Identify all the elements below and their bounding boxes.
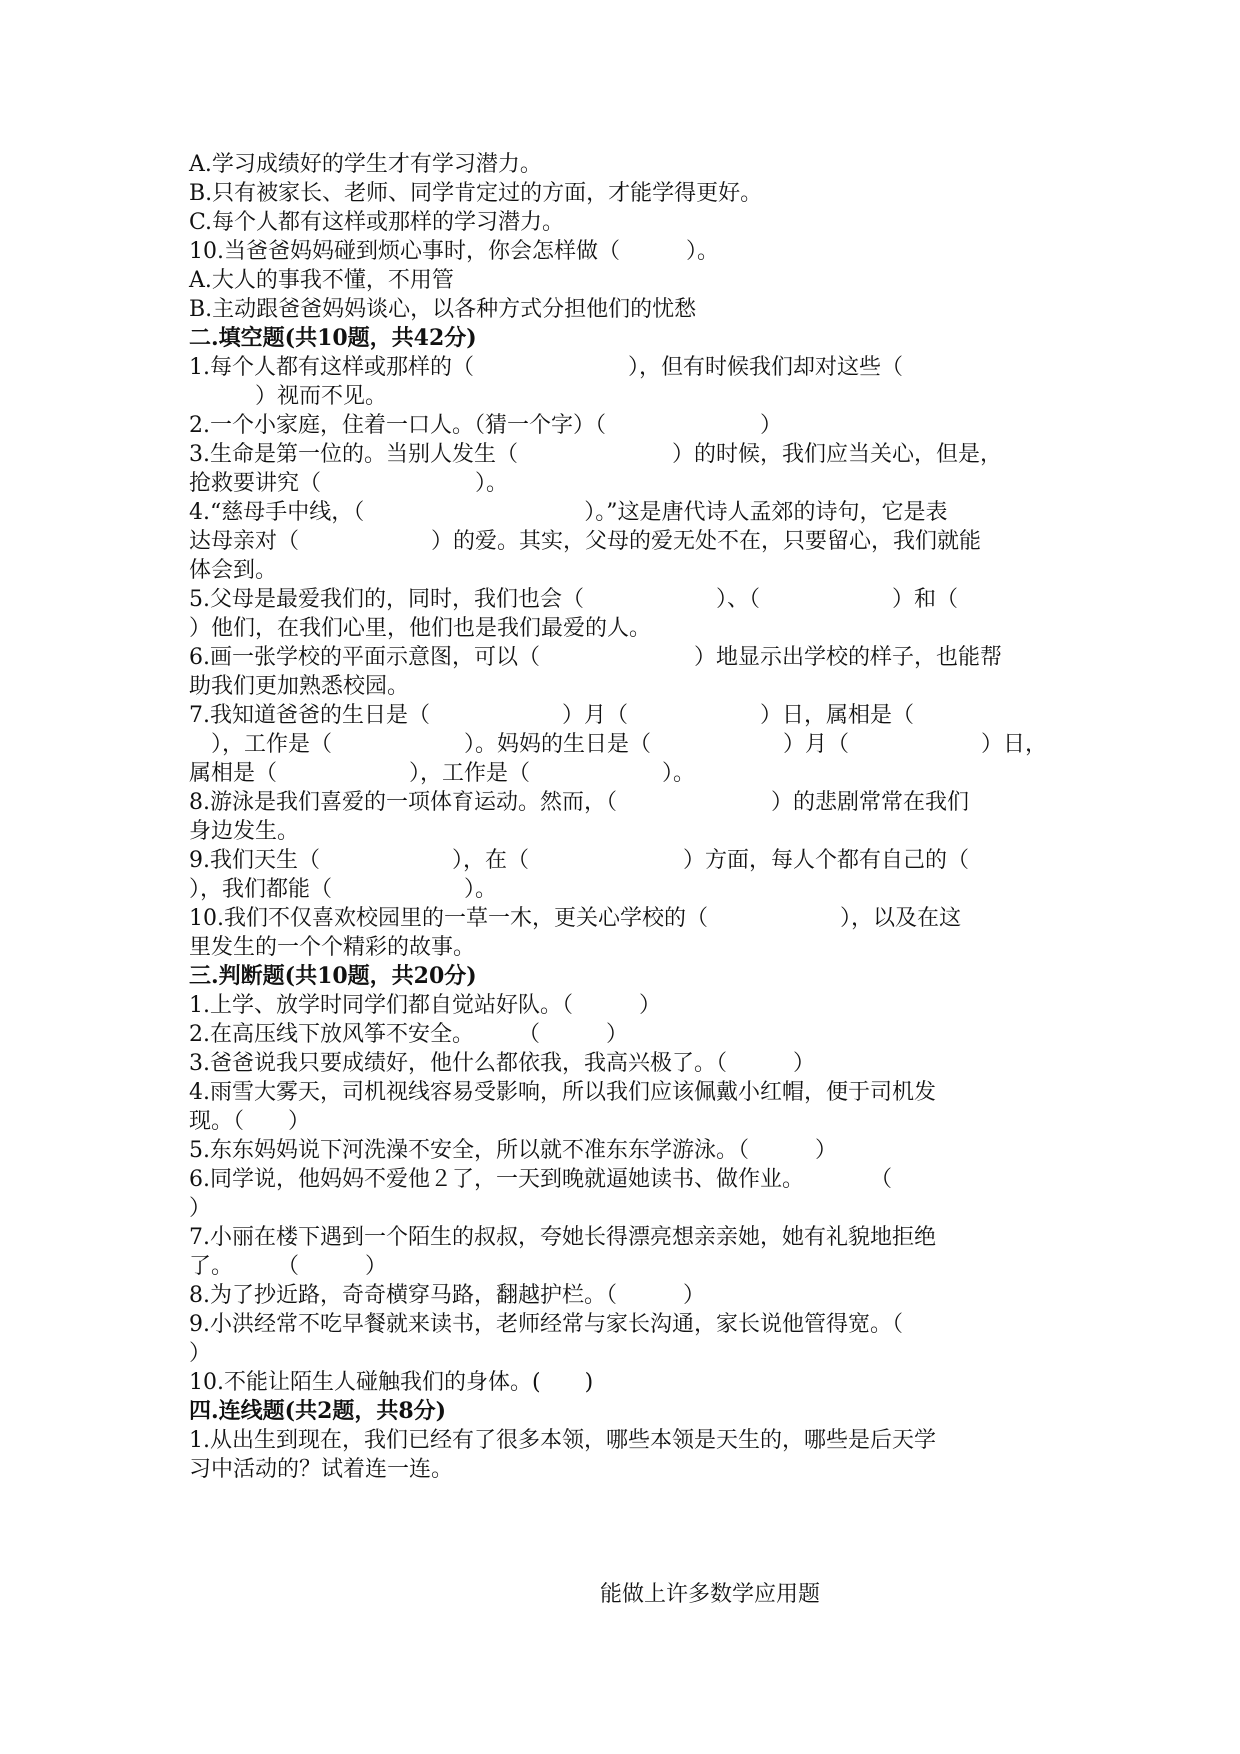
question-line: ） — [189, 1196, 212, 1221]
question-line: 6.同学说，他妈妈不爱他２了，一天到晚就逼她读书、做作业。 （ — [189, 1167, 892, 1192]
option-line: B.主动跟爸爸妈妈谈心，以各种方式分担他们的忧愁 — [189, 297, 697, 322]
question-line: 6.画一张学校的平面示意图，可以（ ）地显示出学校的样子，也能帮 — [189, 645, 1002, 670]
question-line: 5.父母是最爱我们的，同时，我们也会（ ）、（ ）和（ — [189, 587, 958, 612]
question-line: ） — [189, 1341, 212, 1366]
question-line: 9.小洪经常不吃早餐就来读书，老师经常与家长沟通，家长说他管得宽。（ — [189, 1312, 903, 1337]
question-line: 8.为了抄近路，奇奇横穿马路，翻越护栏。（ ） — [189, 1283, 705, 1308]
question-line: 了。 （ ） — [189, 1254, 388, 1279]
question-line: ），工作是（ ）。妈妈的生日是（ ）月（ ）日， — [189, 732, 1048, 757]
question-line: 达母亲对（ ）的爱。其实，父母的爱无处不在，只要留心，我们就能 — [189, 529, 982, 554]
question-line: 4.雨雪大雾天，司机视线容易受影响，所以我们应该佩戴小红帽，便于司机发 — [189, 1080, 936, 1105]
question-line: 属相是（ ），工作是（ ）。 — [189, 761, 696, 786]
question-line: 习中活动的？试着连一连。 — [189, 1457, 454, 1482]
question-line: 身边发生。 — [189, 819, 300, 844]
matching-item: 能做上许多数学应用题 — [600, 1582, 821, 1607]
option-line: B.只有被家长、老师、同学肯定过的方面，才能学得更好。 — [189, 181, 763, 206]
option-line: A.大人的事我不懂，不用管 — [189, 268, 454, 293]
section-matching — [189, 1397, 1069, 1484]
question-line: 9.我们天生（ ），在（ ）方面，每人个都有自己的（ — [189, 848, 969, 873]
question-line: 3.生命是第一位的。当别人发生（ ）的时候，我们应当关心，但是， — [189, 442, 1002, 467]
question-line: 里发生的一个个精彩的故事。 — [189, 935, 476, 960]
question-line: ）他们，在我们心里，他们也是我们最爱的人。 — [189, 616, 652, 641]
question-line: 2.在高压线下放风筝不安全。 （ ） — [189, 1022, 628, 1047]
question-line: ）视而不见。 — [189, 384, 388, 409]
section-1-tail — [189, 150, 1069, 324]
question-line: 1.每个人都有这样或那样的（ ），但有时候我们却对这些（ — [189, 355, 903, 380]
question-line: 3.爸爸说我只要成绩好，他什么都依我，我高兴极了。（ ） — [189, 1051, 815, 1076]
question-line: 助我们更加熟悉校园。 — [189, 674, 410, 699]
question-line: 1.从出生到现在，我们已经有了很多本领，哪些本领是天生的，哪些是后天学 — [189, 1428, 936, 1453]
section-title: 四.连线题(共2题，共8分) — [189, 1398, 447, 1424]
question-line: 5.东东妈妈说下河洗澡不安全，所以就不准东东学游泳。（ ） — [189, 1138, 837, 1163]
question-line: 1.上学、放学时同学们都自觉站好队。（ ） — [189, 993, 661, 1018]
section-fill-in — [189, 324, 1069, 962]
section-title: 二.填空题(共10题，共42分) — [189, 325, 477, 351]
question-line: 10.我们不仅喜欢校园里的一草一木，更关心学校的（ ），以及在这 — [189, 906, 961, 931]
option-line: C.每个人都有这样或那样的学习潜力。 — [189, 210, 565, 235]
question-line: 2.一个小家庭，住着一口人。（猜一个字）（ ） — [189, 413, 782, 438]
question-line: 7.小丽在楼下遇到一个陌生的叔叔，夸她长得漂亮想亲亲她，她有礼貌地拒绝 — [189, 1225, 936, 1250]
question-line: 体会到。 — [189, 558, 278, 583]
section-title: 三.判断题(共10题，共20分) — [189, 963, 477, 989]
question-line: 4.“慈母手中线，（ ）。”这是唐代诗人孟郊的诗句，它是表 — [189, 500, 948, 525]
question-line: 抢救要讲究（ ）。 — [189, 471, 509, 496]
option-line: A.学习成绩好的学生才有学习潜力。 — [189, 152, 542, 177]
question-line: 现。（ ） — [189, 1109, 311, 1134]
question-line: ），我们都能（ ）。 — [189, 877, 498, 902]
question-line: 7.我知道爸爸的生日是（ ）月（ ）日，属相是（ — [189, 703, 914, 728]
question-line: 10.当爸爸妈妈碰到烦心事时，你会怎样做（ ）。 — [189, 239, 719, 264]
question-line: 8.游泳是我们喜爱的一项体育运动。然而，（ ）的悲剧常常在我们 — [189, 790, 969, 815]
question-line: 10.不能让陌生人碰触我们的身体。( ) — [189, 1370, 594, 1395]
worksheet-page — [189, 150, 1069, 1484]
section-true-false — [189, 962, 1069, 1397]
